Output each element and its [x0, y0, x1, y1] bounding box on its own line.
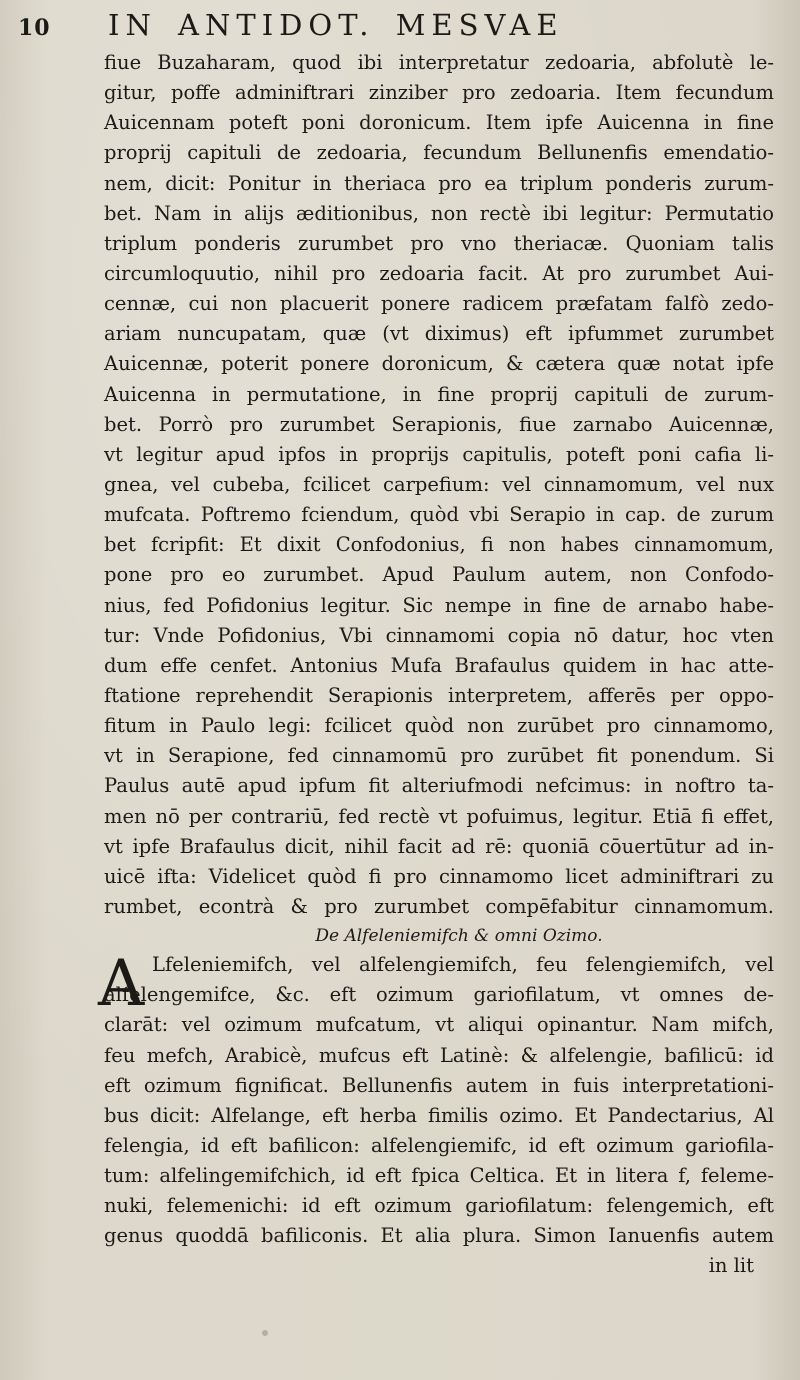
text-line: pone pro eo zurumbet. Apud Paulum autem, non Confodo- [104, 563, 774, 587]
text-line: bus dicit: Alfelange, eft herba fimilis ozimo. Et Pandectarius, Al [104, 1103, 774, 1127]
text-line: feu mefch, Arabicè, mufcus eft Latinè: & alfelengie, bafilicū: id [104, 1043, 774, 1067]
text-line: eft ozimum fignificat. Bellunenfis autem in fuis interpretationi- [104, 1073, 774, 1097]
text-line: vt ipfe Brafaulus dicit, nihil facit ad rē: quoniā cōuertūtur ad in- [104, 834, 774, 858]
text-line: Auicennam poteft poni doronicum. Item ipfe Auicenna in fine [104, 111, 774, 135]
text-line: Paulus autē apud ipfum fit alteriufmodi nefcimus: in noftro ta- [104, 774, 774, 798]
paragraph-alfeleniemisch [98, 947, 774, 1251]
text-line: nem, dicit: Ponitur in theriaca pro ea triplum ponderis zurum- [104, 171, 774, 195]
text-line: tur: Vnde Pofidonius, Vbi cinnamomi copia nō datur, hoc vten [104, 623, 774, 647]
text-line: alfelengemifce, &c. eft ozimum gariofilatum, vt omnes de- [104, 983, 774, 1007]
text-line: bet. Porrò pro zurumbet Serapionis, fiue zarnabo Auicennæ, [104, 412, 774, 436]
text-line: nius, fed Pofidonius legitur. Sic nempe in fine de arnabo habe- [104, 593, 774, 617]
catchword: in lit [708, 1254, 754, 1278]
running-title: IN ANTIDOT. MESVAE [108, 8, 564, 42]
section-heading: De Alfeleniemifch & omni Ozimo. [315, 926, 603, 947]
text-line: mufcata. Poftremo fciendum, quòd vbi Serapio in cap. de zurum [104, 503, 774, 527]
text-line: fitum in Paulo legi: fcilicet quòd non zurūbet pro cinnamomo, [104, 714, 774, 738]
text-line: Auicenna in permutatione, in fine proprij capituli de zurum- [104, 382, 774, 406]
text-line: cennæ, cui non placuerit ponere radicem præfatam falfò zedo- [104, 292, 774, 316]
text-line: men nō per contrariū, fed rectè vt pofuimus, legitur. Etiā fi effet, [104, 804, 774, 828]
paragraph-zedoaria [104, 48, 774, 922]
text-line: gitur, poffe adminiftrari zinziber pro zedoaria. Item fecundum [104, 81, 774, 105]
text-line: genus quoddā bafiliconis. Et alia plura. Simon Ianuenfis autem [104, 1224, 774, 1248]
text-line: ftatione reprehendit Serapionis interpretem, afferēs per oppo- [104, 683, 774, 707]
text-line: rumbet, econtrà & pro zurumbet compēfabitur cinnamomum. [104, 894, 774, 918]
text-line: ariam nuncupatam, quæ (vt diximus) eft ipfummet zurumbet [104, 322, 774, 346]
text-line: felengia, id eft bafilicon: alfelengiemifc, id eft ozimum gariofila- [104, 1133, 774, 1157]
text-line: tum: alfelingemifchich, id eft fpica Celtica. Et in litera f, feleme- [104, 1164, 774, 1188]
text-line: proprij capituli de zedoaria, fecundum Bellunenfis emendatio- [104, 141, 774, 165]
text-line: Auicennæ, poterit ponere doronicum, & cætera quæ notat ipfe [104, 352, 774, 376]
page-header [18, 8, 778, 48]
text-line: dum effe cenfet. Antonius Mufa Brafaulus quidem in hac atte- [104, 653, 774, 677]
main-text [98, 48, 774, 1282]
text-line: fiue Buzaharam, quod ibi interpretatur zedoaria, abfolutè le- [104, 51, 774, 74]
text-line: vt in Serapione, fed cinnamomū pro zurūbet fit ponendum. Si [104, 744, 774, 768]
text-line: gnea, vel cubeba, fcilicet carpefium: vel cinnamomum, vel nux [104, 472, 774, 496]
text-line: bet. Nam in alijs æditionibus, non rectè ibi legitur: Permutatio [104, 201, 774, 225]
text-line: nuki, felemenichi: id eft ozimum gariofilatum: felengemich, eft [104, 1194, 774, 1218]
folio-number: 10 [18, 15, 51, 41]
drop-cap-initial: A [98, 947, 145, 1022]
text-line: circumloquutio, nihil pro zedoaria facit. At pro zurumbet Aui- [104, 261, 774, 285]
text-line: clarāt: vel ozimum mufcatum, vt aliqui opinantur. Nam mifch, [104, 1013, 774, 1037]
text-line: uicē ifta: Videlicet quòd fi pro cinnamomo licet adminiftrari zu [104, 864, 774, 888]
text-line: bet fcripfit: Et dixit Confodonius, fi non habes cinnamomum, [104, 533, 774, 557]
text-line: Lfeleniemifch, vel alfelengiemifch, feu felengiemifch, vel [152, 953, 774, 977]
text-line: triplum ponderis zurumbet pro vno theriacæ. Quoniam talis [104, 231, 774, 255]
text-line: vt legitur apud ipfos in proprijs capitulis, poteft poni cafia li- [104, 442, 774, 466]
ink-speck [262, 1330, 268, 1336]
